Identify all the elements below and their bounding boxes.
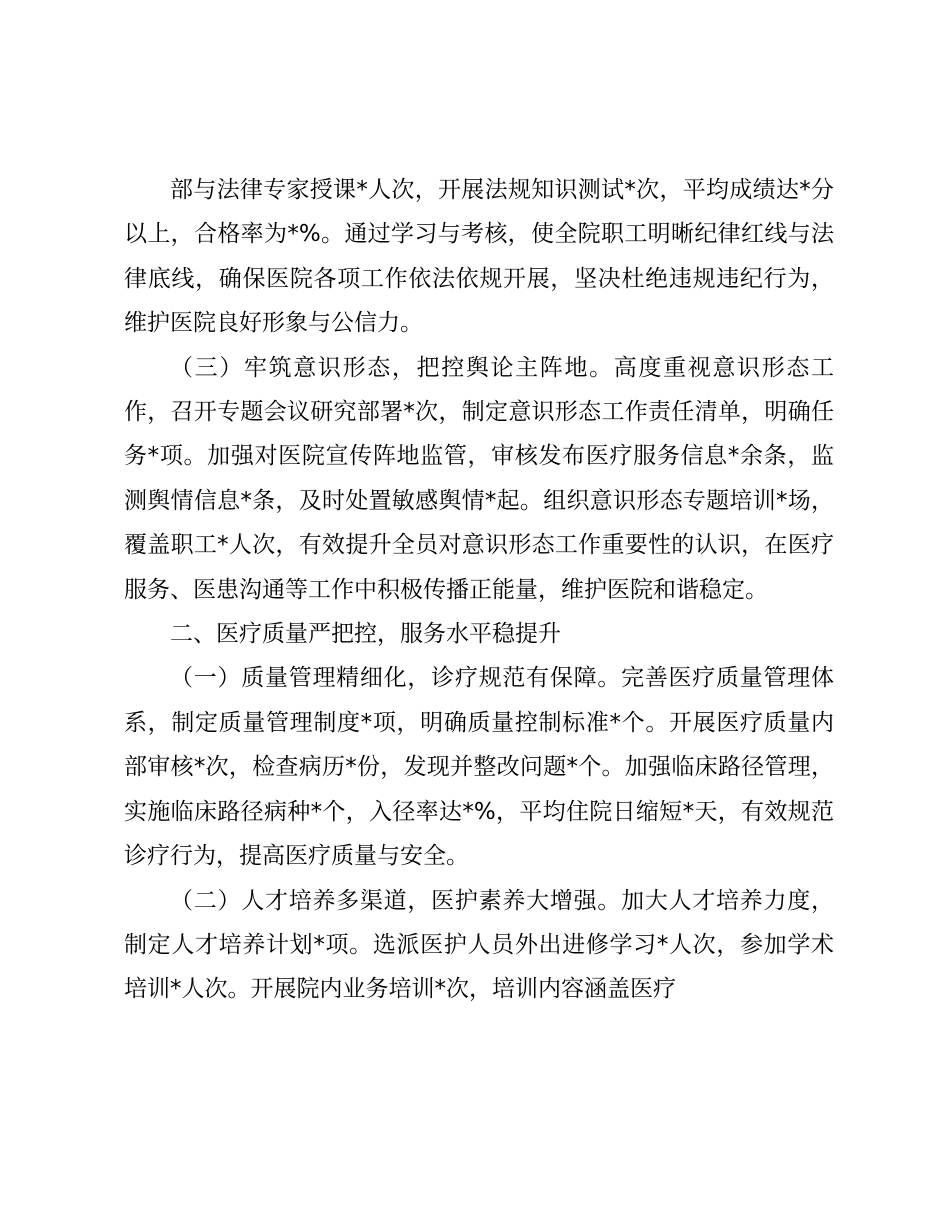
paragraph-quality-management: （一）质量管理精细化，诊疗规范有保障。完善医疗质量管理体系，制定质量管理制度*项，明确质量控制标准*个。开展医疗质量内部审核*次，检查病历*份，发现并整改问题*个。加强临床路径管理，实施临床路径病种*个，入径率达*%，平均住院日缩短*天，有效规范诊疗行为，提高医疗质量与安全。 <box>124 665 834 870</box>
document-body <box>124 168 834 1012</box>
section-heading-medical-quality: 二、医疗质量严把控，服务水平稳提升 <box>170 621 561 648</box>
paragraph-talent-training: （二）人才培养多渠道，医护素养大增强。加大人才培养力度，制定人才培养计划*项。选派医护人员外出进修学习*人次，参加学术培训*人次。开展院内业务培训*次，培训内容涵盖医疗 <box>124 887 834 1003</box>
paragraph-continuation: 部与法律专家授课*人次，开展法规知识测试*次，平均成绩达*分以上，合格率为*%。通过学习与考核，使全院职工明晰纪律红线与法律底线，确保医院各项工作依法依规开展，坚决杜绝违规违纪行为，维护医院良好形象与公信力。 <box>124 177 834 337</box>
paragraph-ideology: （三）牢筑意识形态，把控舆论主阵地。高度重视意识形态工作，召开专题会议研究部署*次，制定意识形态工作责任清单，明确任务*项。加强对医院宣传阵地监管，审核发布医疗服务信息*余条，监测舆情信息*条，及时处置敏感舆情*起。组织意识形态专题培训*场，覆盖职工*人次，有效提升全员对意识形态工作重要性的认识，在医疗服务、医患沟通等工作中积极传播正能量，维护医院和谐稳定。 <box>124 354 834 603</box>
